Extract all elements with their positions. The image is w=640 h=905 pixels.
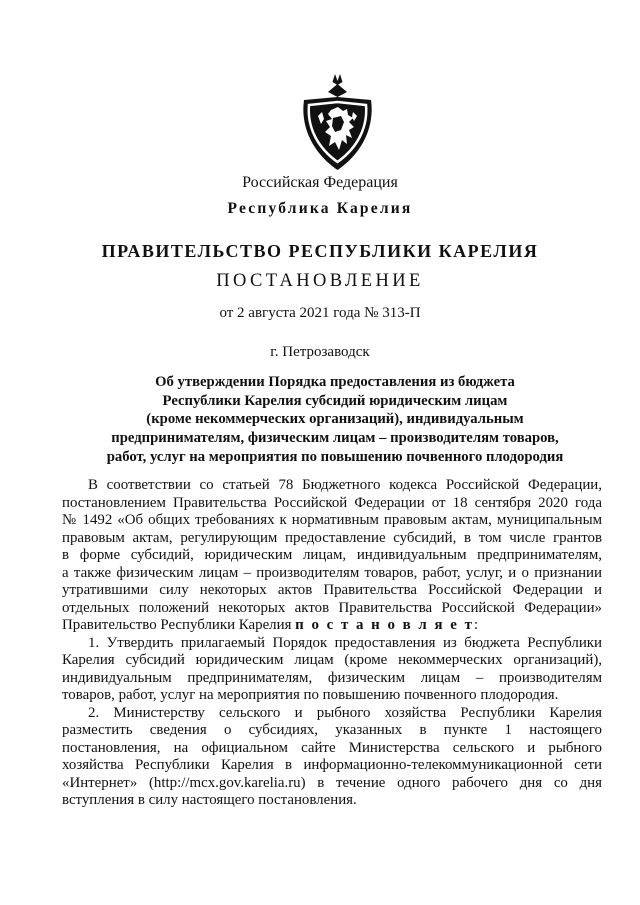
karelia-coat-of-arms-icon [297,72,378,172]
preamble-final-line [62,617,602,635]
preamble-line: В соответствии со статьей 78 Бюджетного кодекса Российской Федерации, [88,477,602,493]
decree-item-1 [62,635,602,705]
item-line: хозяйства Республики Карелия в информационно-телекоммуникационной сети [62,757,602,773]
preamble-line: в форме субсидий, юридическим лицам, индивидуальным предпринимателям, [62,547,602,563]
item-line: разместить сведения о субсидиях, указанных в пункте 1 настоящего [62,722,602,738]
subject-line: работ, услуг на мероприятия по повышению почвенного плодородия [106,448,564,465]
subject-line: предпринимателям, физическим лицам – производителям товаров, [111,430,559,447]
preamble-line: утратившими силу некоторых актов Правительства Российской Федерации и [62,582,602,598]
decree-subject [60,373,610,467]
decree-city: г. Петрозаводск [270,344,370,360]
preamble-line: постановлением Правительства Российской Федерации от 18 сентября 2020 года [62,494,602,511]
subject-line: (кроме некоммерческих организаций), индивидуальным [146,411,524,428]
item-line: «Интернет» (http://mcx.gov.karelia.ru) в течение одного рабочего дня со дня [62,774,602,791]
item-line: вступления в силу настоящего постановления. [62,792,357,808]
preamble-line: а также физическим лицам – производителям товаров, работ, услуг, и о признании [62,564,602,581]
decree-body [62,477,602,810]
subject-line: Об утверждении Порядка предоставления из бюджета [155,374,515,390]
preamble-final-prefix: Правительство Республики Карелия [62,617,296,633]
republic-name: Республика Карелия [227,200,413,217]
decree-item-2 [62,705,602,810]
decree-type: ПОСТАНОВЛЕНИЕ [216,271,424,291]
decree-keyword: п о с т а н о в л я е т [295,617,474,633]
item-line: постановления, на официальном сайте Министерства сельского и рыбного [62,739,602,756]
preamble-line: № 1492 «Об общих требованиях к нормативным правовым актам, муниципальным [62,512,602,528]
item-line: товаров, работ, услуг на мероприятия по повышению почвенного плодородия. [62,687,559,703]
item-line: Карелия субсидий юридическим лицам (кроме некоммерческих организаций), [62,652,602,668]
subject-line: Республики Карелия субсидий юридическим лицам [162,392,508,409]
item-line: 1. Утвердить прилагаемый Порядок предоставления из бюджета Республики [88,634,602,651]
preamble-line: правовым актам, регулирующим предоставление субсидий, в том числе грантов [62,529,602,546]
item-line: индивидуальным предпринимателям, физическим лицам – производителям [62,669,602,686]
government-name: ПРАВИТЕЛЬСТВО РЕСПУБЛИКИ КАРЕЛИЯ [101,241,539,261]
federation-name: Российская Федерация [242,174,398,191]
decree-date-number: от 2 августа 2021 года № 313-П [219,305,421,321]
preamble-final-suffix: : [473,617,479,633]
preamble-line: отдельных положений некоторых актов Правительства Российской Федерации» [62,599,602,616]
item-line: 2. Министерству сельского и рыбного хозяйства Республики Карелия [88,704,602,721]
preamble-paragraph [62,477,602,635]
